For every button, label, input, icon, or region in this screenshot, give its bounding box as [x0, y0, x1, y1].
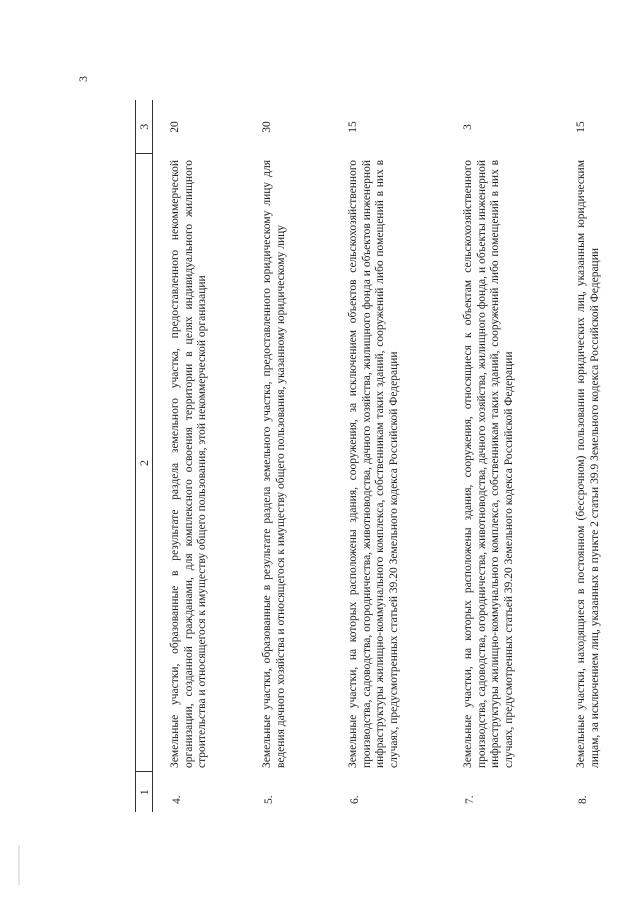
- rotated-table-container: [135, 100, 601, 812]
- scan-artifact: [18, 845, 20, 885]
- table-row: [331, 100, 446, 812]
- page-number: 3: [76, 76, 90, 82]
- row-value: 15: [347, 121, 359, 133]
- row-number: 5.: [263, 795, 275, 804]
- land-plots-table: [135, 100, 635, 812]
- row-value: 3: [462, 124, 474, 130]
- row-description: Земельные участки, на которых расположены здания, сооружения, относящиеся к объектам сельскохозяйственного производства, садоводства, огородничества, животноводства, дачного хозяйства, жилищного фонда, и объекты инженерной инфраструктуры жилищно-коммунального комплекса, собственникам таких зданий, сооружений либо помещений в них в случаях, предусмотренных статьей 39.20 Земельного кодекса Российской Федерации: [462, 160, 515, 768]
- table-row: [446, 100, 559, 812]
- header-col-2: 2: [136, 154, 153, 772]
- row-description: Земельные участки, образованные в результате раздела земельного участка, предоставленного юридическому лицу для ведения дачного хозяйства и относящегося к имуществу общего пользования, указанному юридическому лицу: [261, 160, 287, 768]
- header-col-3: 3: [136, 100, 153, 154]
- row-number: 7.: [464, 795, 476, 804]
- table-row: [245, 100, 331, 812]
- row-number: 8.: [577, 795, 589, 804]
- row-description: Земельные участки, находящиеся в постоянном (бессрочном) пользовании юридических лиц, указанным юридическим лицам, за исключением лиц, указанных в пункте 2 статьи 39.9 Земельного кодекса Российской Федерации: [575, 160, 601, 768]
- header-row: [136, 100, 153, 812]
- row-value: 20: [169, 121, 181, 133]
- row-description: Земельные участки, на которых расположены здания, сооружения, за исключением объектов сельскохозяйственного производства, садоводства, огородничества, животноводства, дачного хозяйства, жилищного фонда и объектов инженерной инфраструктуры жилищно-коммунального комплекса, собственникам таких зданий, сооружений либо помещений в них в случаях, предусмотренных статьей 39.20 Земельного кодекса Российской Федерации: [347, 160, 400, 768]
- table-row: [559, 100, 635, 812]
- table-header: [136, 100, 153, 812]
- header-col-1: 1: [136, 772, 153, 812]
- row-description: Земельные участки, образованные в результате раздела земельного участка, предоставленного некоммерческой организации, созданной гражданами, для комплексного освоения территории в целях индивидуального жилищного строительства и относящегося к имуществу общего пользования, этой некоммерческой организации: [169, 160, 208, 768]
- table-row: [153, 100, 246, 812]
- row-number: 4.: [171, 795, 183, 804]
- row-value: 15: [575, 121, 587, 133]
- row-value: 30: [261, 121, 273, 133]
- row-number: 6.: [349, 795, 361, 804]
- table-body: [153, 100, 636, 812]
